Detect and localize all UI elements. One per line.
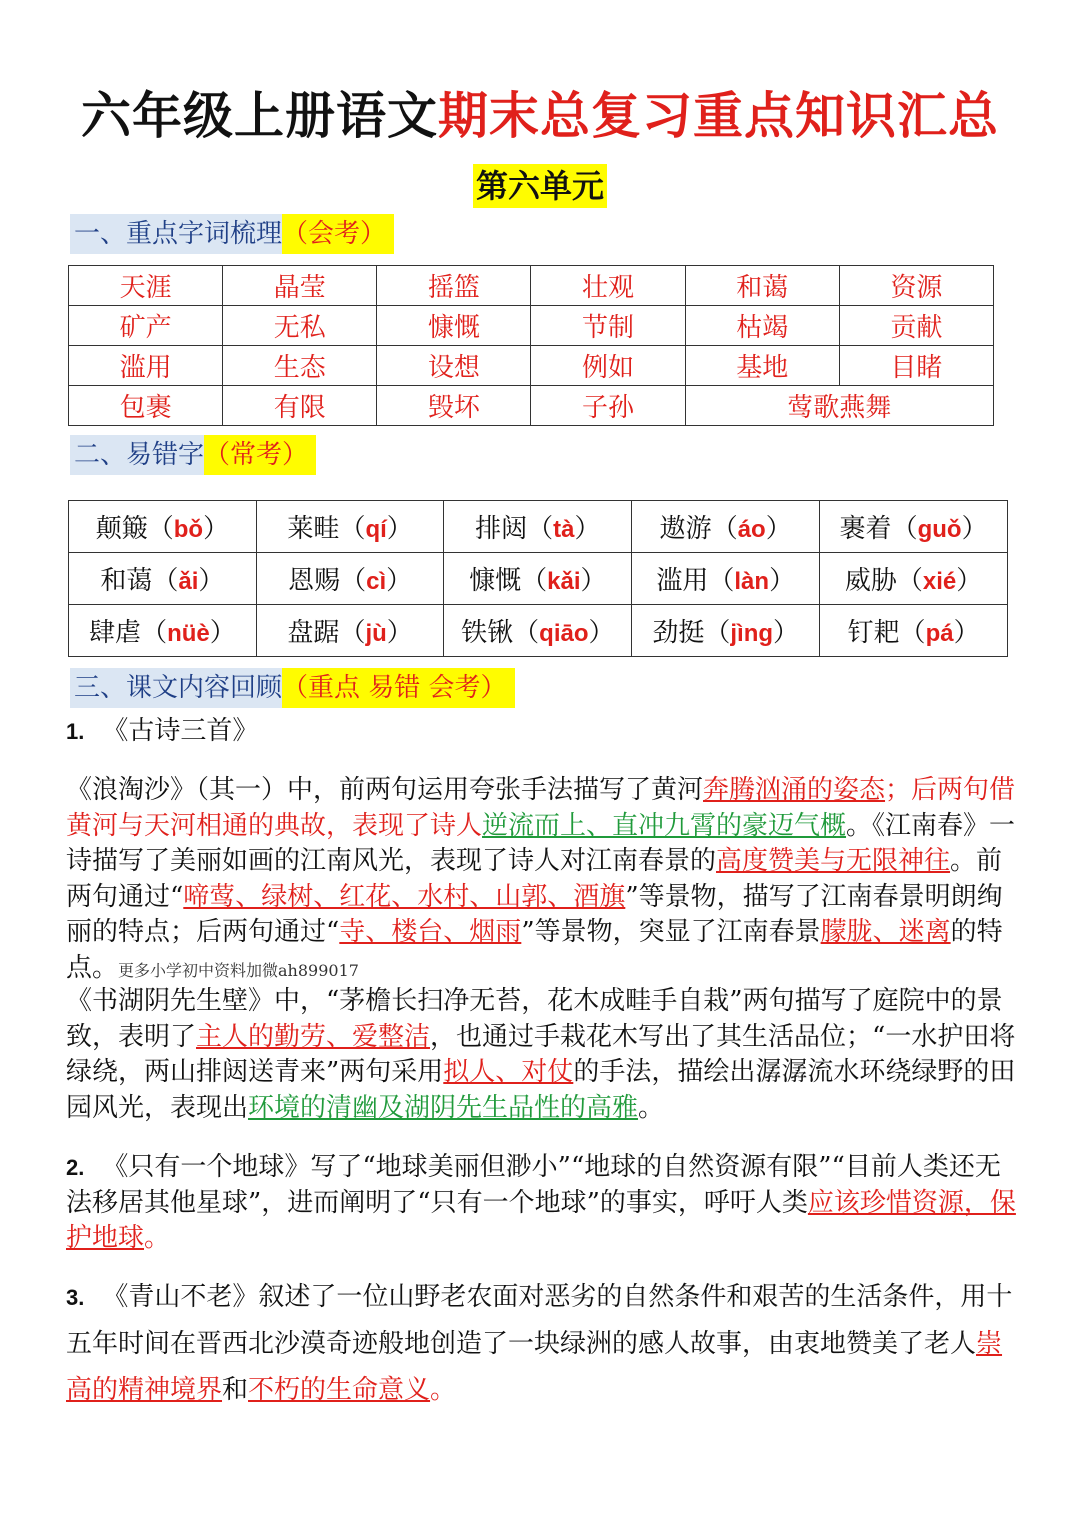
table-cell: 有限 (223, 386, 377, 426)
table-cell: 毁坏 (377, 386, 531, 426)
table-row (69, 501, 1008, 553)
table-cell: 盘踞（jù） (256, 605, 444, 657)
pinyin: ǎi (178, 568, 199, 595)
pinyin: nüè (167, 620, 210, 647)
word: 和蔼 (100, 566, 153, 596)
title-red: 期末总复习重点知识汇总 (438, 86, 999, 145)
table-row (69, 553, 1008, 605)
paragraph-jiangnan (66, 773, 1018, 988)
table-cell: 颠簸（bǒ） (69, 501, 257, 553)
table-cell: 肆虐（nüè） (69, 605, 257, 657)
word: 颠簸 (95, 514, 148, 544)
page-title (0, 86, 1080, 146)
highlight-red: 寺、楼台、烟雨 (339, 917, 522, 947)
pinyin: xié (922, 568, 957, 595)
table-cell: 和蔼 (685, 266, 839, 306)
item-number: 1. (66, 719, 85, 744)
section-heading-1 (70, 214, 394, 254)
table-cell: 裹着（guǒ） (820, 501, 1008, 553)
highlight-green: 环境的清幽及湖阴先生品性的高雅 (248, 1092, 639, 1123)
text: 的特点。 (66, 917, 1003, 983)
item-number: 3. (66, 1285, 85, 1310)
table-cell: 子孙 (531, 386, 685, 426)
word: 铁锹 (461, 618, 514, 648)
table-cell: 无私 (223, 306, 377, 346)
text: ；后两句借黄河与天河相通的典故，表现了诗人 (66, 775, 1016, 841)
table-cell: 枯竭 (685, 306, 839, 346)
word: 排闼 (475, 514, 528, 544)
text: 《浪淘沙》（其一）中，前两句运用夸张手法描写了黄河 (66, 775, 704, 805)
unit-label: 第六单元 (473, 164, 607, 208)
key-words-table (68, 265, 994, 426)
highlight-red: 拟人、对仗 (443, 1057, 574, 1087)
table-row (69, 306, 994, 346)
table-cell: 慷慨 (377, 306, 531, 346)
error-prone-table (68, 500, 1008, 657)
word: 滥用 (656, 566, 709, 596)
paragraph-shuhu (66, 984, 1018, 1126)
highlight-red: 啼莺、绿树、红花、水村、山郭、酒旗 (183, 881, 626, 912)
item-number: 2. (66, 1155, 85, 1180)
watermark-note: 更多小学初中资料加微ah899017 (118, 960, 359, 980)
text: 的手法，描绘出潺潺流水环绕绿野的田园风光，表现出 (66, 1057, 1016, 1123)
word: 裹着 (839, 514, 892, 544)
word: 劲挺 (652, 618, 705, 648)
table-cell: 壮观 (531, 266, 685, 306)
title-black: 六年级上册语文 (81, 86, 438, 145)
highlight-red: 应该珍惜资源，保护地球 (66, 1187, 1016, 1253)
word: 威胁 (844, 566, 897, 596)
text: 《青山不老》叙述了一位山野老农面对恶劣的自然条件和艰苦的生活条件，用十五年时间在晋西北沙漠奇迹般地创造了一块绿洲的感人故事，由衷地赞美了老人 (66, 1282, 1013, 1359)
pinyin: áo (737, 516, 766, 543)
word: 钉耙 (847, 618, 900, 648)
section-heading-2 (70, 435, 316, 475)
table-cell: 慷慨（kǎi） (444, 553, 632, 605)
table-cell: 和蔼（ǎi） (69, 553, 257, 605)
table-row (69, 266, 994, 306)
pinyin: pá (925, 620, 954, 647)
pinyin: guǒ (917, 516, 962, 543)
section-heading-3 (70, 668, 515, 708)
word: 肆虐 (89, 618, 142, 648)
text: ”等景物，描写了江南春景明朗绚丽的特点；后两句通过“ (66, 881, 1003, 947)
text: 。《江南春》一诗描写了美丽如画的江南风光，表现了诗人对江南春景的 (66, 810, 1016, 876)
table-cell: 莺歌燕舞 (685, 386, 993, 426)
table-cell: 节制 (531, 306, 685, 346)
pinyin: jìng (730, 620, 774, 647)
text: 。 (430, 1375, 457, 1405)
table-cell: 遨游（áo） (632, 501, 820, 553)
table-cell: 摇篮 (377, 266, 531, 306)
text: 。 (638, 1092, 665, 1123)
section-heading-2-text: 二、易错字 (74, 440, 205, 470)
highlight-red: 不朽的生命意义 (248, 1375, 431, 1405)
table-cell: 矿产 (69, 306, 223, 346)
section-tag-3: （重点 易错 会考） (282, 668, 515, 708)
word: 慷慨 (469, 566, 522, 596)
highlight-red: 高度赞美与无限神往 (716, 846, 951, 876)
highlight-red: 奔腾汹涌的姿态 (703, 775, 886, 805)
table-cell: 资源 (839, 266, 993, 306)
paragraph-earth (66, 1150, 1018, 1257)
section-heading-1-text: 一、重点字词梳理 (74, 219, 283, 249)
table-cell: 铁锹（qiāo） (444, 605, 632, 657)
table-cell: 基地 (685, 346, 839, 386)
item-title: 《古诗三首》 (102, 716, 259, 746)
pinyin: cì (366, 568, 387, 595)
section-tag-1: （会考） (282, 214, 394, 254)
table-row (69, 386, 994, 426)
table-cell: 晶莹 (223, 266, 377, 306)
table-cell: 天涯 (69, 266, 223, 306)
section-tag-2: （常考） (204, 435, 316, 475)
pinyin: làn (734, 568, 770, 595)
text: 《只有一个地球》写了“地球美丽但渺小”“地球的自然资源有限”“目前人类还无法移居其他星球”，进而阐明了“只有一个地球”的事实，呼吁人类 (66, 1152, 1001, 1218)
pinyin: tà (553, 516, 575, 543)
table-cell: 包裹 (69, 386, 223, 426)
pinyin: qí (365, 516, 387, 543)
table-cell: 钉耙（pá） (820, 605, 1008, 657)
item-1-heading (66, 714, 1018, 750)
text: 。前两句通过“ (66, 846, 1003, 912)
pinyin: qiāo (539, 620, 589, 647)
table-cell: 莱畦（qí） (256, 501, 444, 553)
text: 和 (222, 1375, 249, 1405)
word: 莱畦 (287, 514, 340, 544)
word: 盘踞 (287, 618, 340, 648)
table-cell: 劲挺（jìng） (632, 605, 820, 657)
highlight-red: 崇高的精神境界 (66, 1329, 1003, 1405)
table-row (69, 346, 994, 386)
word: 遨游 (659, 514, 712, 544)
highlight-red: 主人的勤劳、爱整洁 (196, 1021, 431, 1052)
table-cell: 例如 (531, 346, 685, 386)
text: ”等景物，突显了江南春景 (521, 917, 821, 947)
pinyin: bǒ (173, 516, 204, 543)
text: ，也通过手栽花木写出了其生活品位；“一水护田将绿绕，两山排闼送青来”两句采用 (66, 1021, 1016, 1087)
table-cell: 滥用（làn） (632, 553, 820, 605)
highlight-red: 朦胧、迷离 (820, 917, 951, 947)
table-cell: 生态 (223, 346, 377, 386)
table-cell: 贡献 (839, 306, 993, 346)
highlight-green: 逆流而上、直冲九霄的豪迈气概 (482, 810, 847, 841)
table-cell: 排闼（tà） (444, 501, 632, 553)
text: 。 (144, 1223, 171, 1253)
pinyin: jù (365, 620, 387, 647)
word: 恩赐 (288, 566, 341, 596)
table-cell: 恩赐（cì） (256, 553, 444, 605)
table-cell: 威胁（xié） (820, 553, 1008, 605)
table-cell: 设想 (377, 346, 531, 386)
paragraph-qingshan (66, 1274, 1018, 1413)
pinyin: kǎi (547, 568, 581, 595)
table-cell: 目睹 (839, 346, 993, 386)
table-row (69, 605, 1008, 657)
section-heading-3-text: 三、课文内容回顾 (74, 673, 283, 703)
table-cell: 滥用 (69, 346, 223, 386)
text: 《书湖阴先生壁》中，“茅檐长扫净无苔，花木成畦手自栽”两句描写了庭院中的景致，表明了 (66, 986, 1003, 1052)
